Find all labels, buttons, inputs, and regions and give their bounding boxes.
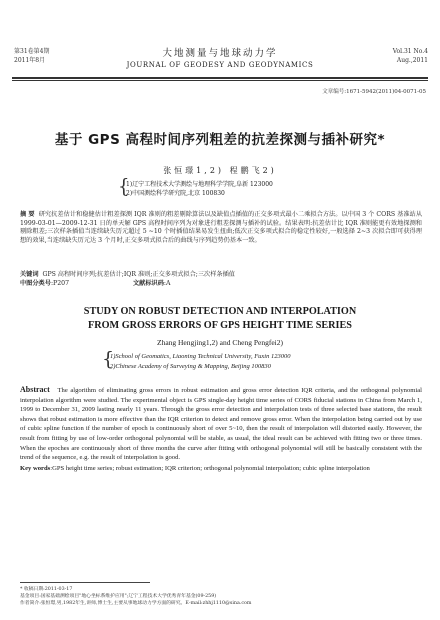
header-rule-thin <box>12 80 428 81</box>
volume-en: Vol.31 No.4 <box>392 48 428 55</box>
abstract-cn-text: 研究抗差估计和稳健估计粗差探测 IQR 准则的粗差剔除算法以及缺值点插值的正交多项式最小二乘拟合方法。以中国 3 个 CORS 基准站从 1999-03-01—2009-12-31 日的单天解 GPS 高程时间序列为对象进行粗差探测与插补的试验。结果表明:抗差估计比 IQR 准则能更有效地探测和剔除粗差;三次样条插值当连续缺失历元超过 5 ~10 个时插值结果易发生扭曲;低次正交多项式拟合的稳定性较好,一般选择 2~3 次拟合即可获得理想的效果,当连续缺失历元达 3 个月时,正交多项式拟合后的曲线与序列趋势仍基本一致。 <box>20 211 423 244</box>
journal-masthead <box>0 45 440 69</box>
classification-cn: 中图分类号:P207 文献标识码:A <box>20 280 171 287</box>
keywords-en-text: GPS height time series; robust estimation; IQR criterion; orthogonal polynomial interpolation; cubic spline interpolation <box>52 464 370 472</box>
title-en-line-2: FROM GROSS ERRORS OF GPS HEIGHT TIME SERIES <box>88 319 352 331</box>
affiliation-en-2: 2)Chinese Academy of Surveying & Mapping, Beijing 100830 <box>110 362 271 370</box>
doc-code-label: 文献标识码 <box>132 280 164 287</box>
meta-cn <box>20 270 422 288</box>
title-en-line-1: STUDY ON ROBUST DETECTION AND INTERPOLATION <box>83 306 357 317</box>
abstract-en-label: Abstract <box>20 385 50 394</box>
keywords-cn-text: GPS 高程时间序列;抗差估计;IQR 准则;正交多项式拟合;三次样条插值 <box>42 271 235 278</box>
journal-title-cn: 大地测量与地球动力学 <box>162 48 278 59</box>
article-number: 文章编号:1671-5942(2011)04-0071-05 <box>322 89 426 95</box>
abstract-en <box>20 385 422 473</box>
abstract-en-text: The algorithm of eliminating gross errors in robust estimation and gross error detection IQR criteria, and the orthogonal polynomial interpolation algorithm were studied. The experimental object is GPS single-day height time series of CORS fiducial stations in China from March 1, 1999 to December 31, 2009 lasting nearly 11 years. Through the gross error detection and interpolation tests of three selected base stations, the result shows that robust estimation is more effective than the IQR criterion to detect and remove gross error. When the interpolation being carried out by use of cubic spline function if the number of epoch is continuously short of over 5~10, then the result of interpolation will distorted easily. However, the result from fitting by use of low-order orthogonal polynomial will be stable, as usual, the ideal result can be achieved with fitting two or three times. When the epoches are continuously short of three months the curve after fitting with orthogonal polynomial will still be basically consistent with the trend of the sequence, e.g. the result of interpolation is good. <box>20 387 422 462</box>
abstract-cn-label: 摘 要 <box>20 211 35 218</box>
footnote-rule <box>20 582 150 583</box>
footnotes <box>20 586 422 607</box>
keywords-cn-label: 关键词 <box>20 271 39 278</box>
abstract-cn <box>20 211 422 245</box>
footnote-funding: 基金项目:国家基础测绘项目"地心坐标系维护应用";辽宁工程技术大学优秀青年基金(09-259) <box>20 594 217 599</box>
class-cn-value: P207 <box>53 280 70 287</box>
date-en: Aug.,2011 <box>396 57 428 64</box>
affiliation-en-1: 1)School of Geomatics, Liaoning Technical University, Fuxin 123000 <box>110 353 291 360</box>
authors-cn: 张恒璟1,2) 程鹏飞2) <box>163 166 277 175</box>
title-en <box>0 305 440 332</box>
title-cn: 基于 GPS 高程时间序列粗差的抗差探测与插补研究* <box>54 132 386 148</box>
header-rule-thick <box>12 77 428 79</box>
affiliation-brace-en: { <box>102 348 115 370</box>
class-cn-label: 中图分类号 <box>20 280 51 287</box>
footnote-received: * 收稿日期:2011-03-17 <box>20 587 73 592</box>
volume-cn: 第31卷第4期 <box>14 48 50 55</box>
doc-code-value: A <box>165 280 171 287</box>
journal-title-en: JOURNAL OF GEODESY AND GEODYNAMICS <box>126 61 314 69</box>
affiliations-cn <box>126 180 273 198</box>
footnote-author: 作者简介:张恒璟,男,1982年生,讲师,博士生,主要从事地球动力学方面的研究。E-mail:zhhj1110@sina.com <box>20 601 252 606</box>
keywords-en: Key words:GPS height time series; robust estimation; IQR criterion; orthogonal polynomial interpolation; cubic spline interpolation <box>20 464 370 472</box>
affiliation-cn-1: 1)辽宁工程技术大学测绘与地理科学学院,阜新 123000 <box>126 181 273 188</box>
journal-issue-en <box>393 47 428 65</box>
keywords-cn <box>20 270 422 279</box>
affiliations-en <box>110 352 290 371</box>
affiliation-cn-2: 2)中国测绘科学研究院,北京 100830 <box>126 190 225 197</box>
date-cn: 2011年8月 <box>14 57 46 64</box>
keywords-en-label: Key words <box>20 464 51 472</box>
authors-en: Zhang Hengjing1,2) and Cheng Pengfei2) <box>156 338 283 347</box>
affiliation-brace-cn: { <box>118 174 130 198</box>
